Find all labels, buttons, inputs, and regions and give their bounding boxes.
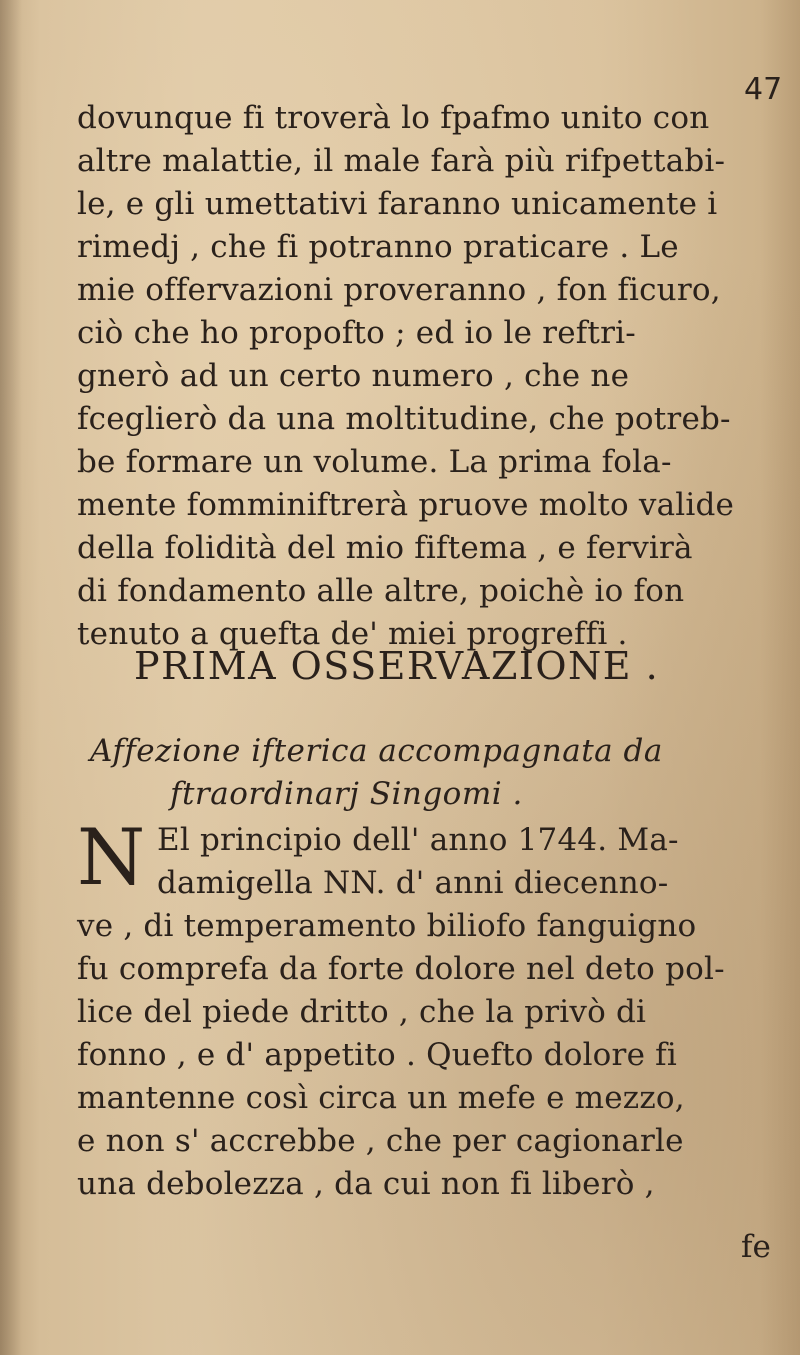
section-subtitle-line: ftraordinarj Singomi . (170, 776, 523, 812)
text-line: fu comprefa da forte dolore nel deto pol- (77, 951, 725, 987)
text-line: mente fomminiftrerà pruove molto valide (77, 487, 735, 523)
text-line: El principio dell' anno 1744. Ma- (157, 822, 679, 858)
text-line: be formare un volume. La prima fola- (77, 444, 672, 480)
text-line: rimedj , che fi potranno praticare . Le (77, 229, 679, 265)
catchword: fe (741, 1229, 771, 1265)
text-line: fceglierò da una moltitudine, che potreb- (77, 401, 731, 437)
text-line: gnerò ad un certo numero , che ne (77, 358, 630, 394)
text-line: della folidità del mio fiftema , e fervirà (77, 530, 693, 566)
text-line: ve , di temperamento biliofo fanguigno (77, 908, 697, 944)
text-line: damigella NN. d' anni diecenno- (157, 865, 669, 901)
text-line: e non s' accrebbe , che per cagionarle (77, 1123, 684, 1159)
text-line: le, e gli umettativi faranno unicamente i (77, 186, 718, 222)
text-line: tenuto a quefta de' miei progreffi . (77, 616, 628, 652)
text-line: lice del piede dritto , che la privò di (77, 994, 647, 1030)
text-line: ciò che ho propofto ; ed io le reftri- (77, 315, 636, 351)
text-line: mie offervazioni proveranno , fon ficuro, (77, 272, 721, 308)
text-line: una debolezza , da cui non fi liberò , (77, 1166, 655, 1202)
text-line: mantenne così circa un mefe e mezzo, (77, 1080, 685, 1116)
text-line: fonno , e d' appetito . Quefto dolore fi (77, 1037, 677, 1073)
text-line: dovunque fi troverà lo fpafmo unito con (77, 100, 710, 136)
drop-cap: N (77, 813, 146, 903)
section-subtitle-line: Affezione ifterica accompagnata da (90, 733, 663, 769)
section-heading: PRIMA OSSERVAZIONE . (134, 644, 660, 688)
page-number: 47 (744, 72, 783, 107)
text-line: di fondamento alle altre, poichè io fon (77, 573, 685, 609)
text-line: altre malattie, il male farà più rifpettabi- (77, 143, 726, 179)
page-spine-shadow (0, 0, 22, 1355)
